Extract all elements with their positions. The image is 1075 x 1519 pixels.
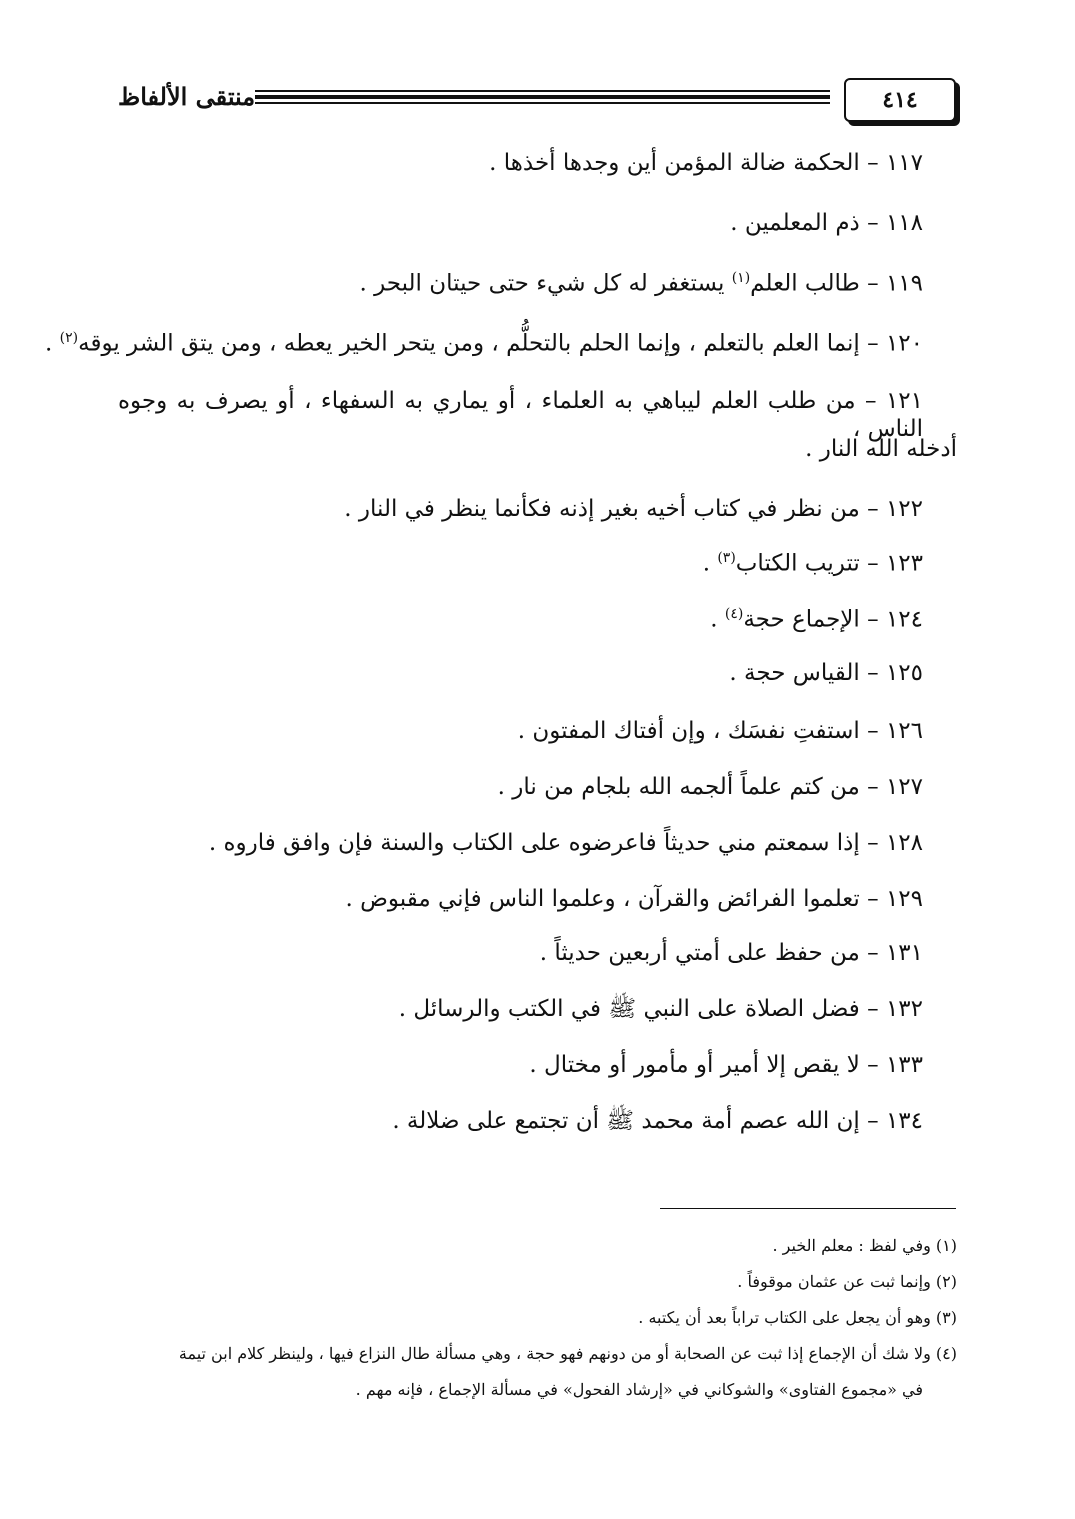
entry-number: ١٣٢ xyxy=(885,996,923,1022)
footnote-mark: (١) xyxy=(935,1236,957,1255)
entry-number: ١٢٦ xyxy=(885,718,923,744)
entry-number: ١١٧ xyxy=(885,150,923,176)
entry: ١٢٤ – الإجماع حجة$^{(٤)}$ . xyxy=(710,606,923,633)
entry-text: استفتِ نفسَك ، وإن أفتاك المفتون . xyxy=(517,718,860,744)
entry-number: ١٢٩ xyxy=(885,886,923,912)
header-rule-line xyxy=(255,102,830,104)
footnote-continuation: في «مجموع الفتاوى» والشوكاني في «إرشاد الفحول» في مسألة الإجماع ، فإنه مهم . xyxy=(355,1380,923,1399)
entry: ١٢٨ – إذا سمعتم مني حديثاً فاعرضوه على الكتاب والسنة فإن وافق فاروه . xyxy=(208,830,923,856)
entry-number: ١٢٠ xyxy=(885,330,923,357)
footnote-ref: (٣) xyxy=(717,550,736,566)
entry-number: ١١٨ xyxy=(885,210,923,236)
entry-continuation: أدخله الله النار . xyxy=(805,436,957,462)
entry-text: يستغفر له كل شيء حتى حيتان البحر . xyxy=(359,270,732,297)
entry-number: ١٢٨ xyxy=(885,830,923,856)
footnote-mark: (٢) xyxy=(935,1272,957,1291)
page-number-box xyxy=(844,78,956,122)
entry-number: ١٢٤ xyxy=(885,606,923,633)
entry-text: فضل الصلاة على النبي ﷺ في الكتب والرسائل . xyxy=(398,996,860,1022)
entry-text: تتريب الكتاب xyxy=(735,550,860,577)
entry-number: ١٣٤ xyxy=(885,1108,923,1134)
header-rule-line xyxy=(255,95,830,99)
entry: ١١٨ – ذم المعلمين . xyxy=(730,210,923,236)
entry-text: إن الله عصم أمة محمد ﷺ أن تجتمع على ضلالة . xyxy=(392,1108,860,1134)
footnote-ref: (١) xyxy=(731,270,751,286)
page-number: ٤١٤ xyxy=(882,87,918,113)
footnote-ref: (٤) xyxy=(724,606,744,622)
entry-text: إنما العلم بالتعلم ، وإنما الحلم بالتحلُّم ، ومن يتحر الخير يعطه ، ومن يتق الشر يوقه xyxy=(78,330,860,357)
entry: ١٣٢ – فضل الصلاة على النبي ﷺ في الكتب والرسائل . xyxy=(398,996,923,1022)
entry-text: من حفظ على أمتي أربعين حديثاً . xyxy=(539,940,860,966)
entry: ١٢٥ – القياس حجة . xyxy=(729,660,923,686)
entry-text: لا يقص إلا أمير أو مأمور أو مختال . xyxy=(529,1052,860,1078)
footnote-mark: (٣) xyxy=(935,1308,957,1327)
entry-text: من نظر في كتاب أخيه بغير إذنه فكأنما ينظر في النار . xyxy=(344,496,860,522)
entry-text: . xyxy=(702,550,718,577)
entry-text: . xyxy=(710,606,725,633)
entry: ١٢١ – من طلب العلم ليباهي به العلماء ، أو يماري به السفهاء ، أو يصرف به وجوه الناس ، xyxy=(118,388,923,442)
entry-text: تعلموا الفرائض والقرآن ، وعلموا الناس فإني مقبوض . xyxy=(345,886,860,912)
entry-text: من طلب العلم ليباهي به العلماء ، أو يماري به السفهاء ، أو يصرف به وجوه الناس ، xyxy=(118,388,923,442)
entry-number: ١١٩ xyxy=(885,270,923,297)
entry: ١٣٤ – إن الله عصم أمة محمد ﷺ أن تجتمع على ضلالة . xyxy=(392,1108,923,1134)
entry-number: ١٢١ xyxy=(885,388,923,414)
entry-text: القياس حجة . xyxy=(729,660,860,686)
page-header xyxy=(118,72,956,132)
entry-text: من كتم علماً ألجمه الله بلجام من نار . xyxy=(497,774,860,800)
entry: ١٢٩ – تعلموا الفرائض والقرآن ، وعلموا الناس فإني مقبوض . xyxy=(345,886,923,912)
header-rule-line xyxy=(255,90,830,92)
footnote xyxy=(737,1272,957,1291)
entry: ١١٧ – الحكمة ضالة المؤمن أين وجدها أخذها . xyxy=(489,150,923,176)
entry: ١٣١ – من حفظ على أمتي أربعين حديثاً . xyxy=(539,940,923,966)
footnote xyxy=(638,1308,957,1327)
entry-text: طالب العلم xyxy=(750,270,860,297)
header-rule xyxy=(255,90,830,106)
entry: ١١٩ – طالب العلم$^{(١)}$ يستغفر له كل شيء حتى حيتان البحر . xyxy=(359,270,923,297)
book-title: منتقى الألفاظ xyxy=(118,82,256,111)
entry-number: ١٣١ xyxy=(885,940,923,966)
footnote-text: وهو أن يجعل على الكتاب تراباً بعد أن يكتبه . xyxy=(638,1308,931,1327)
footnote-text: وفي لفظ : معلم الخير . xyxy=(772,1236,931,1255)
entry-text: الإجماع حجة xyxy=(743,606,860,633)
entry-text: ذم المعلمين . xyxy=(730,210,860,236)
entry: ١٢٦ – استفتِ نفسَك ، وإن أفتاك المفتون . xyxy=(517,718,923,744)
footnote-ref: (٢) xyxy=(59,330,79,346)
entry-text: الحكمة ضالة المؤمن أين وجدها أخذها . xyxy=(489,150,860,176)
footnote xyxy=(110,1344,957,1363)
entry: ١٢٧ – من كتم علماً ألجمه الله بلجام من نار . xyxy=(497,774,923,800)
entry-number: ١٢٧ xyxy=(885,774,923,800)
footnote-text: ولا شك أن الإجماع إذا ثبت عن الصحابة أو من دونهم فهو حجة ، وهي مسألة طال النزاع فيها ، ولينظر كلام ابن تيمة xyxy=(178,1344,931,1363)
entry-text: إذا سمعتم مني حديثاً فاعرضوه على الكتاب والسنة فإن وافق فاروه . xyxy=(208,830,860,856)
entry: ١٢٠ – إنما العلم بالتعلم ، وإنما الحلم بالتحلُّم ، ومن يتحر الخير يعطه ، ومن يتق الشر يوقه$^{(٢)}$ . xyxy=(45,330,923,357)
entry-number: ١٢٢ xyxy=(885,496,923,522)
entry: ١٢٢ – من نظر في كتاب أخيه بغير إذنه فكأنما ينظر في النار . xyxy=(344,496,923,522)
entry-number: ١٢٥ xyxy=(885,660,923,686)
footnote-text: وإنما ثبت عن عثمان موقوفاً . xyxy=(737,1272,931,1291)
footnote xyxy=(773,1236,958,1255)
entry-text: . xyxy=(45,330,60,357)
entry-number: ١٣٣ xyxy=(885,1052,923,1078)
entry: ١٣٣ – لا يقص إلا أمير أو مأمور أو مختال . xyxy=(529,1052,923,1078)
entry: ١٢٣ – تتريب الكتاب$^{(٣)}$ . xyxy=(702,550,923,577)
entry-number: ١٢٣ xyxy=(885,550,923,577)
footnote-separator xyxy=(660,1208,956,1209)
footnote-mark: (٤) xyxy=(935,1344,957,1363)
